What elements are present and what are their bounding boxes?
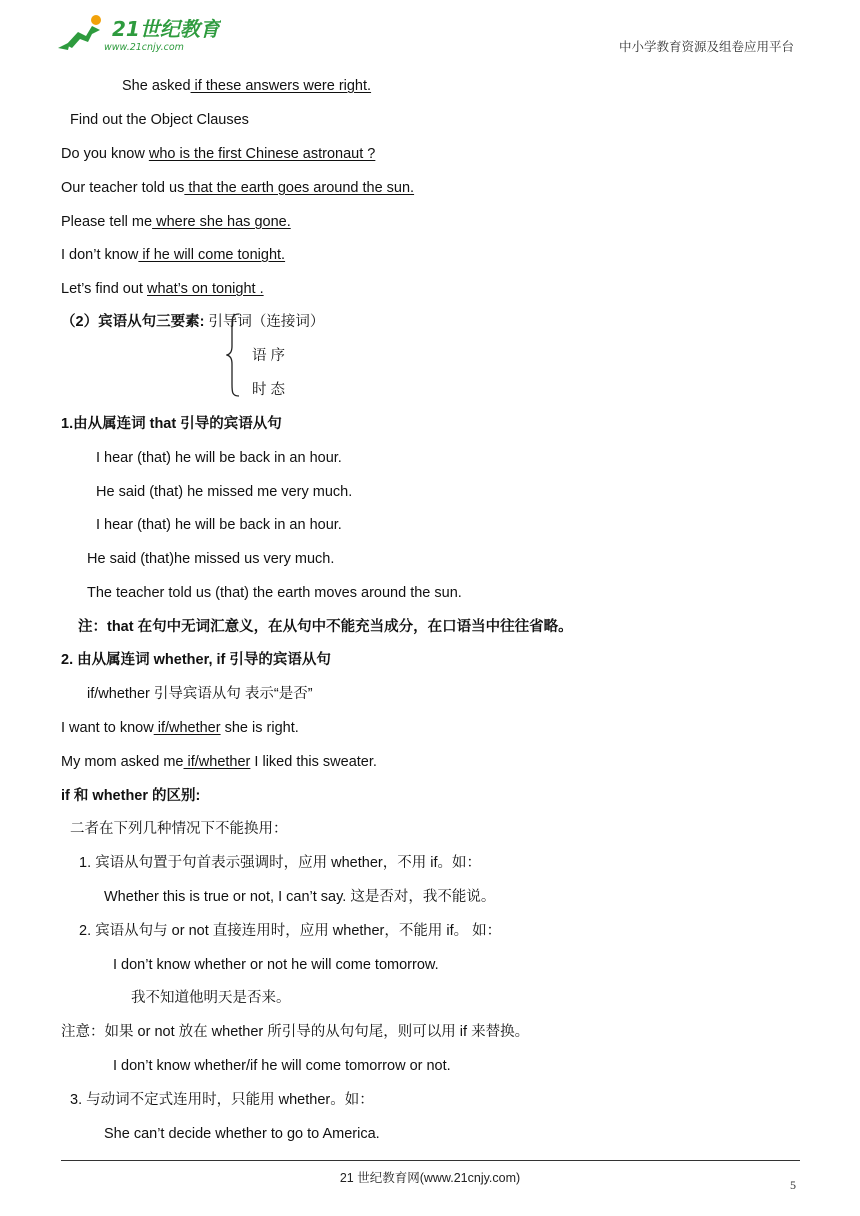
text-span: 1.由从属连词 that 引导的宾语从句 (61, 416, 282, 432)
text-line (87, 549, 334, 569)
text-line (252, 346, 285, 366)
text-line (252, 380, 285, 400)
text-line (78, 617, 573, 637)
text-span: 1. 宾语从句置于句首表示强调时，应用 whether，不用 if。如： (79, 855, 482, 871)
text-line (61, 718, 299, 738)
underlined-clause: if/whether (153, 720, 221, 736)
text-span: if 和 whether 的区别: (61, 788, 201, 804)
logo-text: 21世纪教育 (112, 17, 220, 41)
text-line (61, 786, 200, 806)
text-line (113, 1056, 451, 1076)
text-span: Let’s find out (61, 281, 147, 297)
text-span: 3. 与动词不定式连用时，只能用 whether。如： (70, 1092, 374, 1108)
text-span: if/whether 引导宾语从句 表示“是否” (87, 686, 313, 702)
text-line (70, 110, 249, 130)
page-header (0, 0, 860, 60)
curly-brace-icon (226, 312, 242, 398)
text-line (104, 1124, 380, 1144)
text-span: 时 态 (252, 382, 286, 398)
text-line (70, 819, 288, 839)
text-span: I liked this sweater. (250, 754, 377, 770)
text-span: （2）宾语从句三要素: (61, 314, 205, 330)
text-span: I hear (that) he will be back in an hour. (96, 450, 342, 466)
underlined-clause: if these answers were right. (190, 78, 372, 94)
text-span: He said (that)he missed us very much. (87, 551, 335, 567)
text-span: Our teacher told us (61, 180, 185, 196)
text-span: She asked (122, 78, 191, 94)
text-span: I don’t know whether or not he will come tomorrow. (113, 957, 439, 973)
text-line (131, 988, 291, 1008)
text-span: 注：that 在句中无词汇意义，在从句中不能充当成分，在口语当中往往省略。 (78, 619, 573, 635)
text-line (113, 955, 439, 975)
underlined-clause: who is the first Chinese astronaut ? (148, 146, 376, 162)
text-span: 引导词（连接词） (204, 314, 325, 330)
text-line (87, 684, 313, 704)
text-line (61, 312, 324, 332)
text-span: Whether this is true or not, I can’t say. 这是否对，我不能说。 (104, 889, 496, 905)
text-line (61, 752, 377, 772)
text-span: Please tell me (61, 214, 153, 230)
text-span: I want to know (61, 720, 154, 736)
text-line (122, 76, 371, 96)
text-line (79, 853, 481, 873)
text-line (61, 245, 285, 265)
text-span: I don’t know (61, 247, 139, 263)
platform-name: 中小学教育资源及组卷应用平台 (618, 39, 794, 54)
text-span: she is right. (220, 720, 299, 736)
text-line (104, 887, 495, 907)
underlined-clause: that the earth goes around the sun. (184, 180, 415, 196)
text-line (70, 1090, 374, 1110)
text-line (87, 583, 462, 603)
text-span: I hear (that) he will be back in an hour. (96, 517, 342, 533)
underlined-clause: what’s on tonight . (147, 281, 264, 297)
text-span: 我不知道他明天是否来。 (131, 990, 291, 1006)
text-span: 二者在下列几种情况下不能换用： (70, 821, 288, 837)
page-number: 5 (790, 1178, 796, 1192)
underlined-clause: if he will come tonight. (138, 247, 286, 263)
text-span: My mom asked me (61, 754, 184, 770)
text-span: I don’t know whether/if he will come tomorrow or not. (113, 1058, 451, 1074)
logo-url: www.21cnjy.com (104, 42, 184, 53)
text-line (61, 212, 291, 232)
text-span: 2. 由从属连词 whether, if 引导的宾语从句 (61, 652, 331, 668)
text-span: 语 序 (252, 348, 286, 364)
text-span: The teacher told us (that) the earth moves around the sun. (87, 585, 462, 601)
text-line (96, 448, 342, 468)
text-span: Find out the Object Clauses (70, 112, 249, 128)
footer-site: 21 世纪教育网(www.21cnjy.com) (339, 1171, 521, 1185)
text-line (79, 921, 501, 941)
text-span: 注意：如果 or not 放在 whether 所引导的从句句尾，则可以用 if 来替换。 (61, 1024, 530, 1040)
text-line (96, 515, 342, 535)
text-line (61, 178, 414, 198)
underlined-clause: if/whether (183, 754, 251, 770)
footer-divider (61, 1160, 800, 1161)
text-line (61, 414, 282, 434)
text-span: 2. 宾语从句与 or not 直接连用时，应用 whether，不能用 if。 如： (79, 923, 502, 939)
text-span: She can’t decide whether to go to America. (104, 1126, 380, 1142)
text-line (61, 1022, 529, 1042)
underlined-clause: where she has gone. (152, 214, 291, 230)
text-span: Do you know (61, 146, 149, 162)
text-line (61, 650, 331, 670)
text-line (61, 279, 264, 299)
text-line (96, 482, 352, 502)
logo-21cnjy-icon (56, 12, 221, 54)
text-span: He said (that) he missed me very much. (96, 484, 353, 500)
text-line (61, 144, 375, 164)
